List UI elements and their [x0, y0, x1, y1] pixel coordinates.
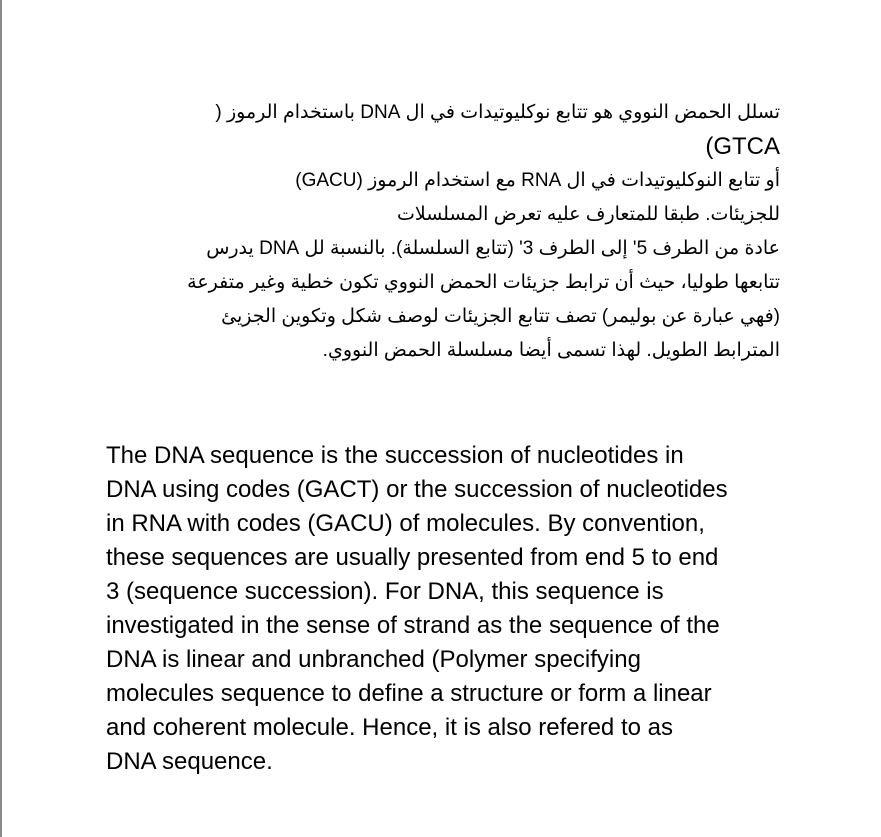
page-left-border — [0, 0, 2, 837]
english-line-7: DNA is linear and unbranched (Polymer specifying — [106, 646, 641, 673]
english-paragraph — [106, 439, 806, 779]
arabic-line-5: عادة من الطرف 5' إلى الطرف 3' (تتابع السلسلة). بالنسبة لل DNA يدرس — [206, 238, 780, 259]
english-line-6: investigated in the sense of strand as the sequence of the — [106, 612, 720, 639]
arabic-line-2: GTCA) — [705, 133, 780, 160]
english-line-10: DNA sequence. — [106, 748, 273, 775]
english-line-9: and coherent molecule. Hence, it is also refered to as — [106, 714, 673, 741]
arabic-line-8: المترابط الطويل. لهذا تسمى أيضا مسلسلة الحمض النووي. — [322, 340, 780, 361]
arabic-line-3: أو تتابع النوكليوتيدات في ال RNA مع استخدام الرموز (GACU) — [295, 170, 780, 191]
arabic-line-6: تتابعها طوليا، حيث أن ترابط جزيئات الحمض النووي تكون خطية وغير متفرعة — [187, 272, 780, 293]
english-line-8: molecules sequence to define a structure or form a linear — [106, 680, 712, 707]
arabic-line-7: (فهي عبارة عن بوليمر) تصف تتابع الجزيئات لوصف شكل وتكوين الجزيئ — [221, 306, 780, 327]
arabic-paragraph — [100, 96, 780, 368]
english-line-3: in RNA with codes (GACU) of molecules. By convention, — [106, 510, 705, 537]
english-line-4: these sequences are usually presented from end 5 to end — [106, 544, 719, 571]
english-line-5: 3 (sequence succession). For DNA, this sequence is — [106, 578, 664, 605]
arabic-line-1: تسلل الحمض النووي هو تتابع نوكليوتيدات في ال DNA باستخدام الرموز ( — [215, 102, 780, 123]
english-line-2: DNA using codes (GACT) or the succession of nucleotides — [106, 476, 728, 503]
arabic-line-4: للجزيئات. طبقا للمتعارف عليه تعرض المسلسلات — [397, 204, 780, 225]
english-line-1: The DNA sequence is the succession of nucleotides in — [106, 442, 684, 469]
